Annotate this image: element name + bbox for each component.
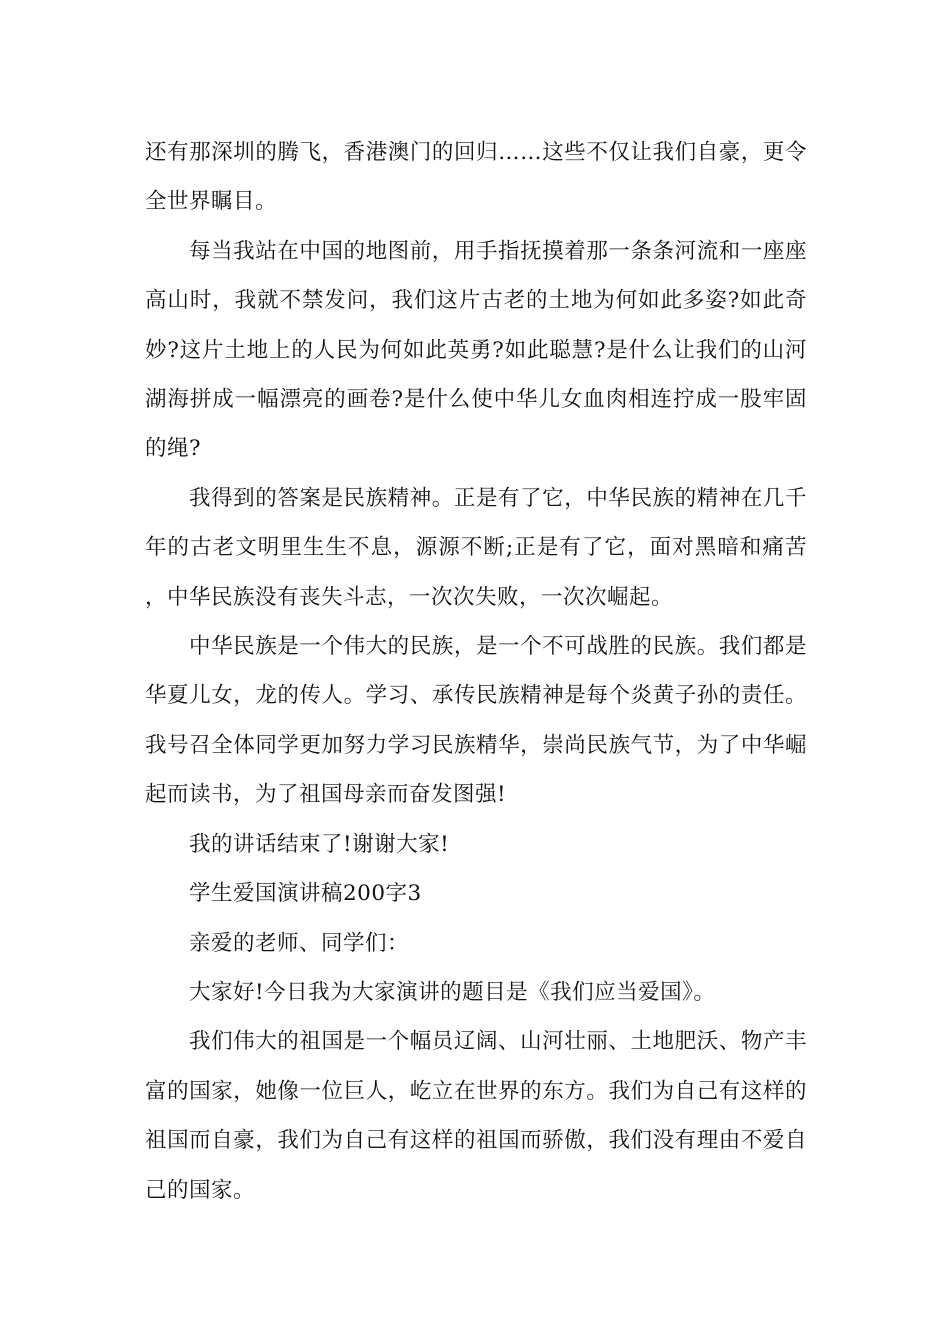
document-body — [145, 128, 807, 1215]
paragraph-2: 每当我站在中国的地图前，用手指抚摸着那一条条河流和一座座高山时，我就不禁发问，我们这片古老的土地为何如此多姿?如此奇妙?这片土地上的人民为何如此英勇?如此聪慧?是什么让我们的山河湖海拼成一幅漂亮的画卷?是什么使中华儿女血肉相连拧成一股牢固的绳? — [145, 238, 807, 462]
paragraph-1: 还有那深圳的腾飞，香港澳门的回归……这些不仅让我们自豪，更令全世界瞩目。 — [145, 140, 807, 215]
section-heading: 学生爱国演讲稿200字3 — [189, 881, 422, 907]
closing-line: 我的讲话结束了!谢谢大家! — [189, 831, 450, 857]
paragraph-4: 中华民族是一个伟大的民族，是一个不可战胜的民族。我们都是华夏儿女，龙的传人。学习、承传民族精神是每个炎黄子孙的责任。我号召全体同学更加努力学习民族精华，崇尚民族气节，为了中华崛起而读书，为了祖国母亲而奋发图强! — [145, 634, 807, 808]
paragraph-9: 我们伟大的祖国是一个幅员辽阔、山河壮丽、土地肥沃、物产丰富的国家，她像一位巨人，屹立在世界的东方。我们为自己有这样的祖国而自豪，我们为自己有这样的祖国而骄傲，我们没有理由不爱自己的国家。 — [145, 1029, 807, 1203]
greeting: 大家好!今日我为大家演讲的题目是《我们应当爱国》。 — [189, 979, 716, 1005]
salutation: 亲爱的老师、同学们： — [189, 930, 410, 956]
paragraph-3: 我得到的答案是民族精神。正是有了它，中华民族的精神在几千年的古老文明里生生不息，源源不断;正是有了它，面对黑暗和痛苦，中华民族没有丧失斗志，一次次失败，一次次崛起。 — [145, 485, 807, 610]
